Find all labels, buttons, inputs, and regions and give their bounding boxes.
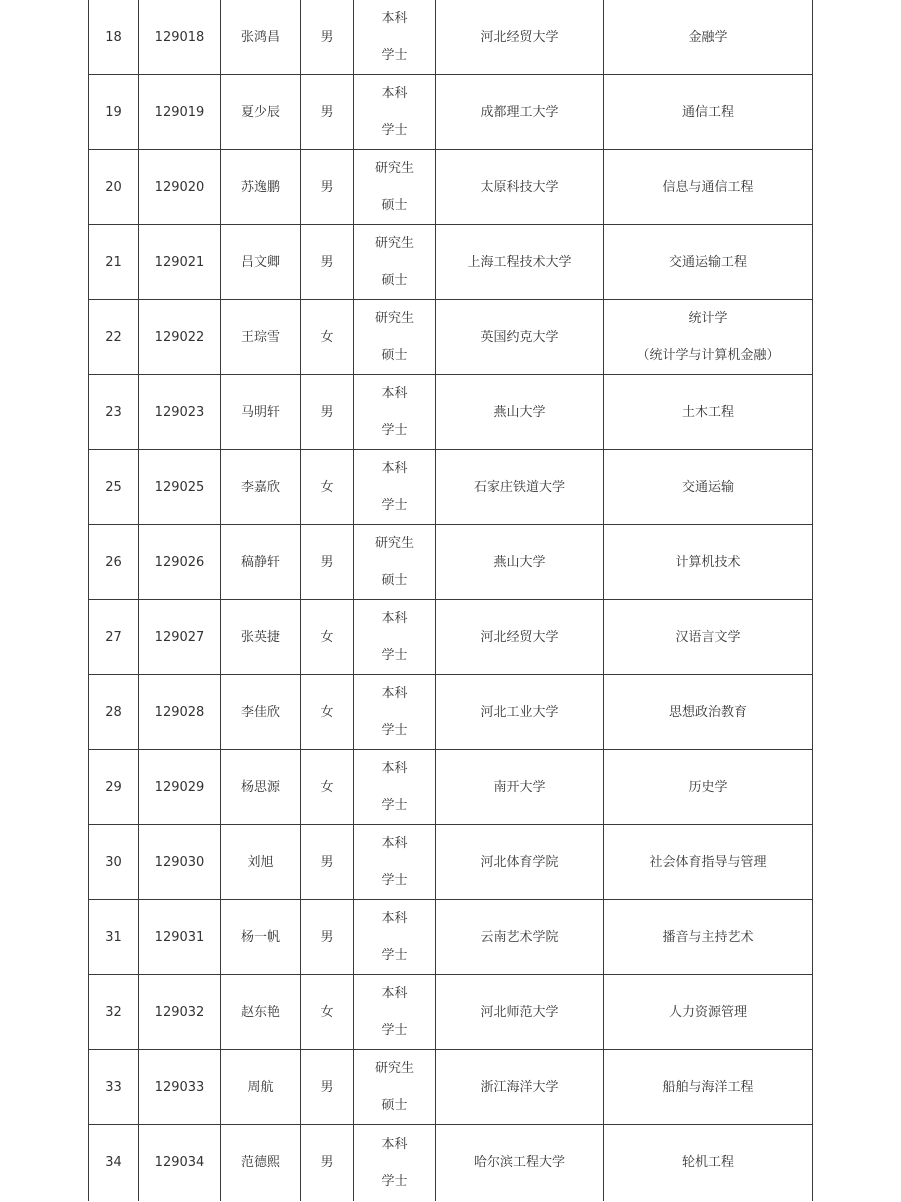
seq-cell: 30 [89,825,139,900]
school-cell: 燕山大学 [436,375,604,450]
degree-type: 硕士 [381,273,408,288]
name-cell: 苏逸鹏 [221,150,301,225]
seq-cell: 27 [89,600,139,675]
exam-id-cell: 129032 [139,975,221,1050]
name-cell: 夏少辰 [221,75,301,150]
major-cell: 计算机技术 [604,525,813,600]
degree-type: 学士 [381,948,408,963]
degree-cell [354,1050,436,1125]
name-cell: 杨一帆 [221,900,301,975]
major-cell: 社会体育指导与管理 [604,825,813,900]
school-cell: 南开大学 [436,750,604,825]
gender-cell: 女 [301,675,354,750]
seq-cell: 23 [89,375,139,450]
major-name: 统计学 [688,311,728,326]
school-cell: 成都理工大学 [436,75,604,150]
degree-cell [354,825,436,900]
exam-id-cell: 129025 [139,450,221,525]
exam-id-cell: 129027 [139,600,221,675]
degree-cell [354,750,436,825]
degree-level: 本科 [381,461,408,476]
degree-cell [354,75,436,150]
school-cell: 河北师范大学 [436,975,604,1050]
major-cell: 交通运输 [604,450,813,525]
seq-cell: 31 [89,900,139,975]
exam-id-cell: 129034 [139,1125,221,1201]
degree-type: 学士 [381,798,408,813]
degree-level: 本科 [381,86,408,101]
roster-table [88,0,813,1201]
exam-id-cell: 129031 [139,900,221,975]
exam-id-cell: 129021 [139,225,221,300]
major-cell [604,300,813,375]
school-cell: 河北体育学院 [436,825,604,900]
seq-cell: 28 [89,675,139,750]
seq-cell: 25 [89,450,139,525]
major-cell: 思想政治教育 [604,675,813,750]
degree-type: 学士 [381,423,408,438]
degree-cell [354,975,436,1050]
degree-level: 本科 [381,611,408,626]
gender-cell: 男 [301,1050,354,1125]
seq-cell: 21 [89,225,139,300]
degree-type: 学士 [381,1173,408,1189]
exam-id-cell: 129028 [139,675,221,750]
table-row [89,750,813,825]
degree-level: 研究生 [374,1061,414,1076]
school-cell: 哈尔滨工程大学 [436,1125,604,1201]
major-cell: 船舶与海洋工程 [604,1050,813,1125]
gender-cell: 男 [301,225,354,300]
degree-type: 硕士 [381,348,408,363]
major-cell: 土木工程 [604,375,813,450]
school-cell: 石家庄铁道大学 [436,450,604,525]
gender-cell: 男 [301,900,354,975]
exam-id-cell: 129033 [139,1050,221,1125]
degree-type: 学士 [381,648,408,663]
name-cell: 吕文卿 [221,225,301,300]
table-row [89,450,813,525]
table-row [89,900,813,975]
degree-level: 研究生 [374,536,414,551]
seq-cell: 33 [89,1050,139,1125]
gender-cell: 女 [301,750,354,825]
gender-cell: 男 [301,0,354,75]
degree-cell [354,0,436,75]
school-cell: 浙江海洋大学 [436,1050,604,1125]
major-cell: 信息与通信工程 [604,150,813,225]
degree-type: 硕士 [381,573,408,588]
degree-cell [354,675,436,750]
school-cell: 云南艺术学院 [436,900,604,975]
table-row [89,375,813,450]
table-row [89,600,813,675]
degree-level: 本科 [381,761,408,776]
major-cell: 播音与主持艺术 [604,900,813,975]
table-row [89,225,813,300]
gender-cell: 男 [301,525,354,600]
gender-cell: 女 [301,300,354,375]
degree-type: 学士 [381,123,408,138]
exam-id-cell: 129030 [139,825,221,900]
major-cell: 人力资源管理 [604,975,813,1050]
gender-cell: 女 [301,450,354,525]
major-cell: 交通运输工程 [604,225,813,300]
degree-type: 硕士 [381,1098,408,1113]
degree-cell [354,525,436,600]
degree-cell [354,1125,436,1201]
seq-cell: 34 [89,1125,139,1201]
seq-cell: 26 [89,525,139,600]
table-row [89,0,813,75]
gender-cell: 男 [301,75,354,150]
table-row [89,975,813,1050]
degree-level: 本科 [381,386,408,401]
gender-cell: 男 [301,150,354,225]
exam-id-cell: 129026 [139,525,221,600]
degree-type: 学士 [381,48,408,63]
table-row [89,1125,813,1201]
table-row [89,300,813,375]
major-cell: 历史学 [604,750,813,825]
name-cell: 周航 [221,1050,301,1125]
exam-id-cell: 129020 [139,150,221,225]
gender-cell: 男 [301,1125,354,1201]
degree-cell [354,225,436,300]
name-cell: 张英捷 [221,600,301,675]
degree-level: 本科 [381,686,408,701]
school-cell: 英国约克大学 [436,300,604,375]
major-cell: 金融学 [604,0,813,75]
seq-cell: 18 [89,0,139,75]
degree-cell [354,900,436,975]
seq-cell: 20 [89,150,139,225]
name-cell: 王琮雪 [221,300,301,375]
name-cell: 马明轩 [221,375,301,450]
seq-cell: 19 [89,75,139,150]
table-row [89,525,813,600]
major-note: （统计学与计算机金融） [636,348,780,363]
degree-level: 本科 [381,11,408,26]
exam-id-cell: 129022 [139,300,221,375]
degree-cell [354,300,436,375]
exam-id-cell: 129029 [139,750,221,825]
gender-cell: 女 [301,600,354,675]
degree-type: 学士 [381,723,408,738]
major-cell: 汉语言文学 [604,600,813,675]
major-cell: 轮机工程 [604,1125,813,1201]
degree-level: 研究生 [374,161,414,176]
gender-cell: 男 [301,825,354,900]
table-row [89,675,813,750]
name-cell: 杨思源 [221,750,301,825]
degree-type: 学士 [381,498,408,513]
school-cell: 河北经贸大学 [436,0,604,75]
table-row [89,825,813,900]
school-cell: 燕山大学 [436,525,604,600]
school-cell: 太原科技大学 [436,150,604,225]
exam-id-cell: 129019 [139,75,221,150]
major-cell: 通信工程 [604,75,813,150]
roster-body [89,0,813,1201]
degree-level: 研究生 [374,311,414,326]
degree-level: 本科 [381,836,408,851]
gender-cell: 男 [301,375,354,450]
degree-level: 研究生 [374,236,414,251]
degree-cell [354,600,436,675]
degree-type: 学士 [381,873,408,888]
exam-id-cell: 129018 [139,0,221,75]
seq-cell: 22 [89,300,139,375]
name-cell: 李嘉欣 [221,450,301,525]
name-cell: 范德熙 [221,1125,301,1201]
degree-type: 学士 [381,1023,408,1038]
degree-type: 硕士 [381,198,408,213]
school-cell: 上海工程技术大学 [436,225,604,300]
name-cell: 刘旭 [221,825,301,900]
table-row [89,150,813,225]
degree-level: 本科 [381,1136,408,1152]
degree-level: 本科 [381,986,408,1001]
gender-cell: 女 [301,975,354,1050]
name-cell: 李佳欣 [221,675,301,750]
name-cell: 稿静轩 [221,525,301,600]
name-cell: 赵东艳 [221,975,301,1050]
seq-cell: 32 [89,975,139,1050]
degree-level: 本科 [381,911,408,926]
table-row [89,1050,813,1125]
degree-cell [354,450,436,525]
school-cell: 河北工业大学 [436,675,604,750]
seq-cell: 29 [89,750,139,825]
degree-cell [354,150,436,225]
name-cell: 张鸿昌 [221,0,301,75]
exam-id-cell: 129023 [139,375,221,450]
degree-cell [354,375,436,450]
table-row [89,75,813,150]
school-cell: 河北经贸大学 [436,600,604,675]
